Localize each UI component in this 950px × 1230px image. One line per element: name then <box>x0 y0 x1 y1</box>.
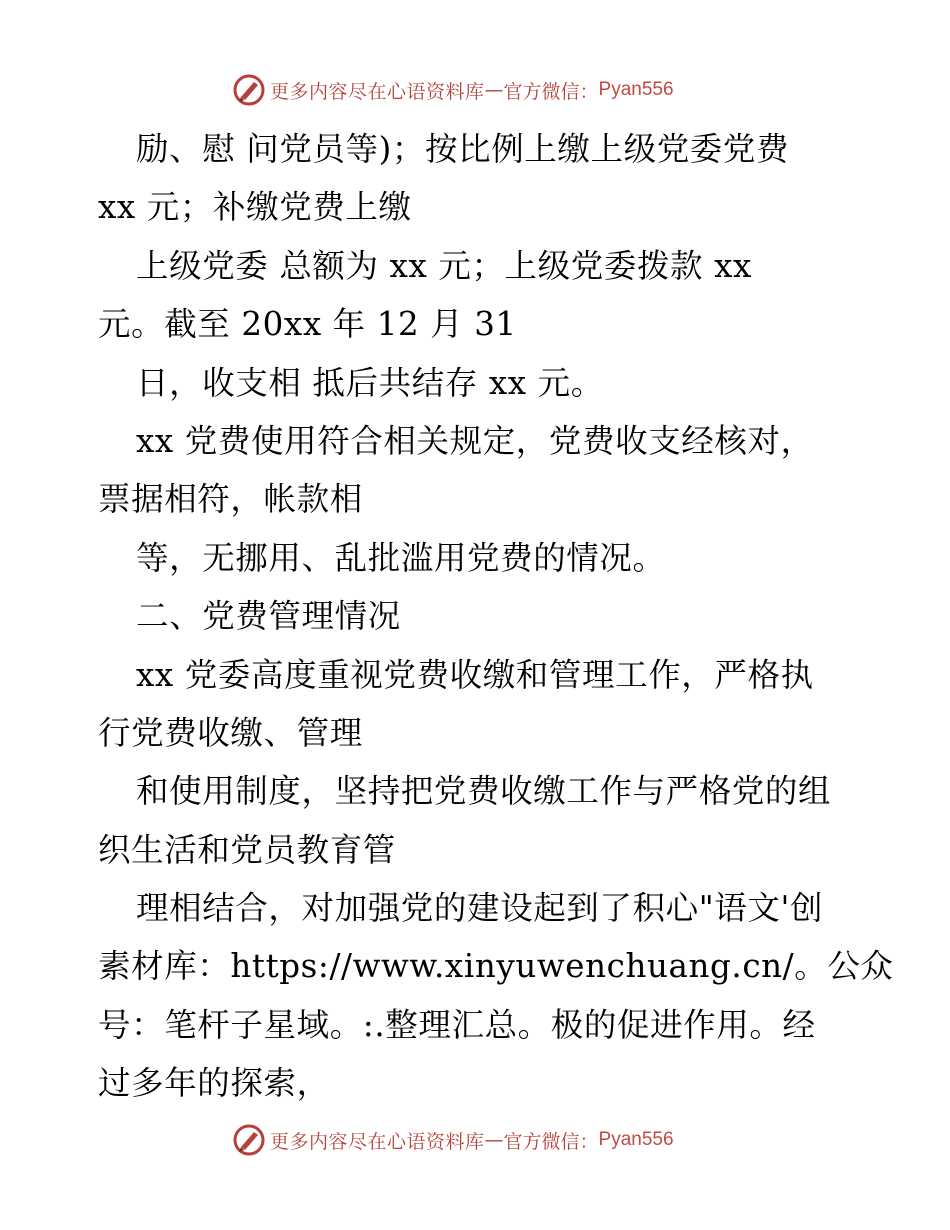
body-line: 和使用制度，坚持把党费收缴工作与严格党的组 <box>136 772 832 811</box>
pen-logo-icon <box>232 73 266 107</box>
body-line: xx 元；补缴党费上缴 <box>98 188 412 227</box>
body-line: 理相结合，对加强党的建设起到了积心"语文'创 <box>136 889 824 928</box>
watermark-official-label: 官方微信： <box>503 1130 599 1153</box>
body-line: 号：笔杆子星域。:.整理汇总。极的促进作用。经 <box>98 1005 816 1044</box>
body-line: 日，收支相 抵后共结存 xx 元。 <box>136 363 604 402</box>
watermark-official-label: 官方微信： <box>503 80 599 103</box>
body-line: 织生活和党员教育管 <box>98 830 396 869</box>
watermark-account: Pyan556 <box>598 79 674 100</box>
section-heading: 二、党费管理情况 <box>136 597 401 636</box>
watermark-separator: — <box>484 79 504 101</box>
body-line: 等，无挪用、乱批滥用党费的情况。 <box>136 538 666 577</box>
header-watermark <box>232 72 674 108</box>
document-body <box>98 120 894 1113</box>
footer-watermark <box>232 1122 674 1158</box>
body-line: xx 党委高度重视党费收缴和管理工作，严格执 <box>136 655 814 694</box>
watermark-promo-text: 更多内容尽在心语资料库 <box>270 80 485 103</box>
body-line: xx 党费使用符合相关规定，党费收支经核对， <box>136 421 814 460</box>
body-line: 行党费收缴、管理 <box>98 713 363 752</box>
body-line: 元。截至 20xx 年 12 月 31 <box>98 305 517 344</box>
body-line: 票据相符，帐款相 <box>98 480 363 519</box>
watermark-promo-text: 更多内容尽在心语资料库 <box>270 1130 485 1153</box>
body-line: 励、慰 问党员等)；按比例上缴上级党委党费 <box>136 130 790 168</box>
body-line: 素材库：https://www.xinyuwenchuang.cn/。公众 <box>98 947 894 986</box>
body-line: 过多年的探索， <box>98 1064 330 1103</box>
watermark-separator: — <box>484 1129 504 1151</box>
watermark-account: Pyan556 <box>598 1129 674 1150</box>
pen-logo-icon <box>232 1123 266 1157</box>
body-line: 上级党委 总额为 xx 元；上级党委拨款 xx <box>136 246 752 285</box>
